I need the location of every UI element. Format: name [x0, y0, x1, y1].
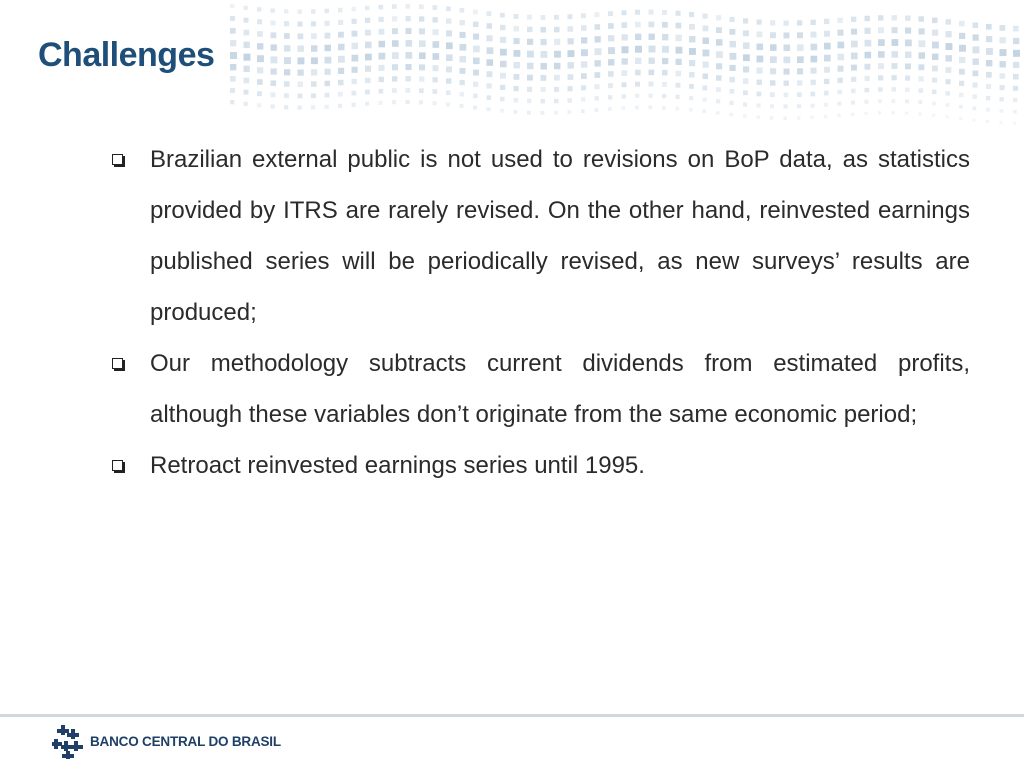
bank-name: BANCO CENTRAL DO BRASIL [90, 733, 281, 749]
checkbox-bullet-icon [112, 154, 123, 165]
slide-title: Challenges [38, 36, 215, 74]
bullet-text: Brazilian external public is not used to revisions on BoP data, as statistics provided by ITRS are rarely revised. On the other hand, reinvested earnings published series will be periodically revised, as new surveys’ results are produced; [150, 146, 970, 326]
bullet-item [108, 134, 970, 338]
bullet-text: Our methodology subtracts current dividends from estimated profits, although these variables don’t originate from the same economic period; [150, 350, 970, 428]
bcb-logo-icon [52, 723, 86, 759]
footer-divider [0, 714, 1024, 717]
footer-logo [52, 722, 281, 760]
checkbox-bullet-icon [112, 460, 123, 471]
bullet-text: Retroact reinvested earnings series until 1995. [150, 452, 645, 479]
checkbox-bullet-icon [112, 358, 123, 369]
bullet-list [108, 134, 970, 491]
bullet-item [108, 440, 970, 491]
bullet-item [108, 338, 970, 440]
